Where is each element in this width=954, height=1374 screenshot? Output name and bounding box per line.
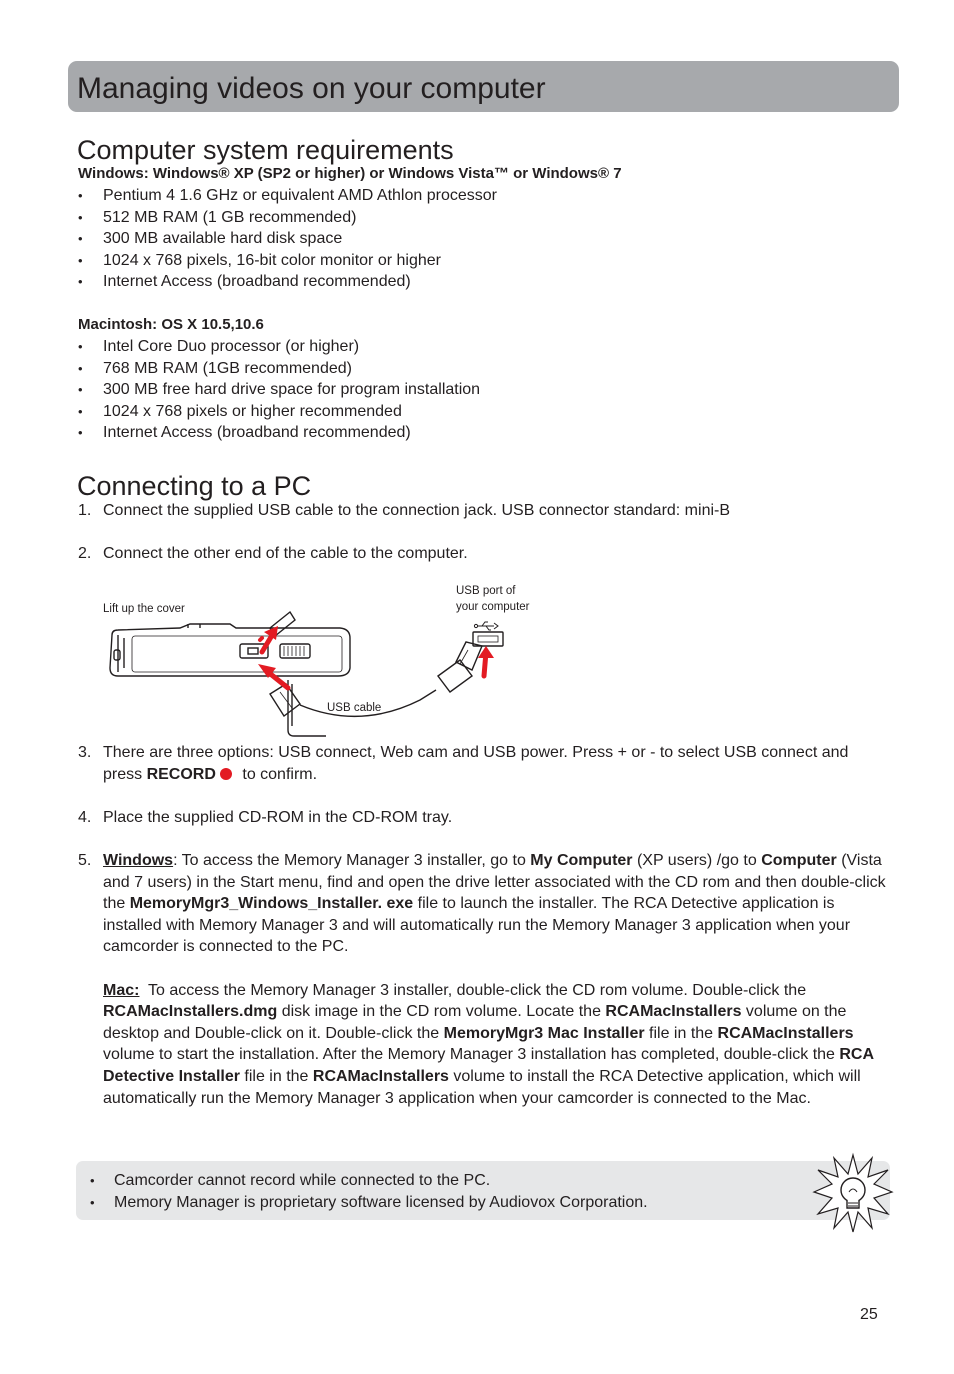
- text: To access the Memory Manager 3 installer, double-click the CD rom volume. Double-click the: [139, 981, 811, 999]
- list-item: • Intel Core Duo processor (or higher): [78, 336, 480, 358]
- text: volume to install the RCA Detective application, which will automatically run the Memory Manager 3 application when your camcorder is connected to the Mac.: [103, 1067, 861, 1107]
- text: file in the: [239, 1067, 313, 1085]
- windows-instructions: [103, 850, 888, 958]
- list-item: • 1024 x 768 pixels or higher recommended: [78, 401, 480, 423]
- volume-name: RCAMacInstallers: [312, 1067, 449, 1085]
- volume-name: RCAMacInstallers: [717, 1024, 854, 1042]
- step-text: Place the supplied CD-ROM in the CD-ROM tray.: [103, 809, 453, 826]
- mac-label: Mac:: [103, 981, 140, 999]
- step-2: [78, 543, 888, 565]
- step-text-part: to confirm.: [237, 765, 318, 783]
- step-number: 2.: [78, 545, 92, 562]
- mac-requirements-list: [78, 336, 480, 444]
- notes-list: [90, 1170, 648, 1213]
- step-text: Connect the supplied USB cable to the connection jack. USB connector standard: mini-B: [103, 502, 731, 519]
- usb-cable-caption: USB cable: [327, 702, 382, 714]
- step-text-part: There are three options: USB connect, Web cam and USB power. Press + or - to select USB connect and press: [103, 744, 849, 783]
- text: volume on the desktop and Double-click on it. Double-click the: [103, 1003, 847, 1042]
- note-box: [76, 1161, 890, 1220]
- text: (XP users) /go to: [632, 852, 762, 869]
- volume-name: RCAMacInstallers: [605, 1003, 742, 1021]
- usb-port-caption-line-1: USB port of: [456, 585, 516, 597]
- list-item: • Internet Access (broadband recommended): [78, 271, 497, 293]
- usb-connection-diagram: [100, 580, 550, 740]
- step-5: [78, 850, 888, 1109]
- list-item: • Camcorder cannot record while connected to the PC.: [90, 1170, 648, 1192]
- list-item: • Internet Access (broadband recommended): [78, 422, 480, 444]
- dmg-filename: RCAMacInstallers.dmg: [103, 1003, 278, 1021]
- connecting-title: Connecting to a PC: [77, 471, 312, 501]
- section-banner: [68, 61, 899, 112]
- windows-installer-filename: MemoryMgr3_Windows_Installer. exe: [129, 895, 414, 913]
- page-title: Managing videos on your computer: [77, 72, 546, 105]
- step-3: [78, 742, 888, 785]
- usb-port-caption-line-2: your computer: [456, 601, 530, 613]
- requirements-title: Computer system requirements: [77, 135, 454, 165]
- list-item: • Pentium 4 1.6 GHz or equivalent AMD Athlon processor: [78, 185, 497, 207]
- text: file to launch the installer. The RCA Detective application is installed with Memory Manager 3 and will automatically run the Memory Manager 3 application when your camcorder is connected to the PC.: [103, 895, 851, 956]
- step-number: 5.: [78, 852, 92, 869]
- step-4: [78, 807, 888, 829]
- lift-cover-caption: Lift up the cover: [103, 603, 185, 615]
- text: disk image in the CD rom volume. Locate the: [277, 1003, 606, 1021]
- list-item: • 512 MB RAM (1 GB recommended): [78, 207, 497, 229]
- step-1: [78, 500, 888, 522]
- step-text: Connect the other end of the cable to the computer.: [103, 545, 468, 562]
- mac-installer-filename: MemoryMgr3 Mac Installer: [443, 1024, 645, 1042]
- text: : To access the Memory Manager 3 installer, go to: [173, 852, 531, 869]
- lightbulb-tip-icon: [812, 1152, 894, 1234]
- my-computer-label: My Computer: [530, 852, 633, 869]
- mac-requirements-heading: Macintosh: OS X 10.5,10.6: [78, 316, 264, 333]
- list-item: • 768 MB RAM (1GB recommended): [78, 358, 480, 380]
- step-text: [103, 742, 888, 785]
- step-number: 3.: [78, 744, 92, 761]
- computer-label: Computer: [761, 852, 837, 869]
- windows-label: Windows: [103, 852, 174, 869]
- windows-requirements-heading: Windows: Windows® XP (SP2 or higher) or Windows Vista™ or Windows® 7: [78, 165, 622, 182]
- usb-symbol-icon: [474, 622, 498, 630]
- page-number: 25: [860, 1306, 878, 1323]
- text: file in the: [644, 1024, 718, 1042]
- text: volume to start the installation. After the Memory Manager 3 installation has completed, double-click the: [103, 1046, 840, 1064]
- list-item: • 1024 x 768 pixels, 16-bit color monitor or higher: [78, 250, 497, 272]
- list-item: • 300 MB available hard disk space: [78, 228, 497, 250]
- step-number: 4.: [78, 809, 92, 826]
- mac-instructions: [103, 980, 888, 1110]
- camcorder-illustration: [100, 580, 550, 740]
- windows-requirements-list: [78, 185, 497, 293]
- step-number: 1.: [78, 502, 92, 519]
- list-item: • Memory Manager is proprietary software licensed by Audiovox Corporation.: [90, 1192, 648, 1214]
- list-item: • 300 MB free hard drive space for program installation: [78, 379, 480, 401]
- text: (Vista and 7 users) in the Start menu, find and open the drive letter associated with the CD rom and then double-click the: [103, 852, 886, 913]
- detective-installer-filename: RCA Detective Installer: [103, 1046, 874, 1085]
- record-red-dot-icon: [220, 768, 232, 780]
- record-label: RECORD: [146, 765, 216, 783]
